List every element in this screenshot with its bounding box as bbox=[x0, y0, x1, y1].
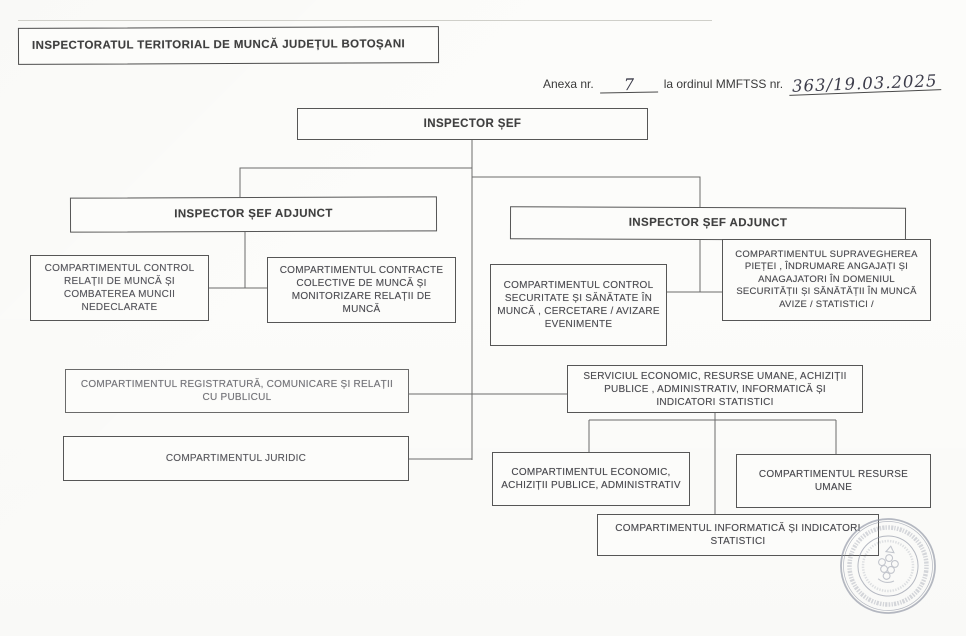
order-number-handwritten: 363/19.03.2025 bbox=[789, 73, 941, 96]
annex-note bbox=[543, 71, 941, 96]
org-node-inspector-sef: INSPECTOR ȘEF bbox=[297, 108, 648, 140]
org-node-supravegherea-pietei: COMPARTIMENTUL SUPRAVEGHEREA PIEȚEI , ÎNDRUMARE ANGAJAȚI ȘI ANAGAJATORI ÎN DOMENIUL SECURITĂȚII ȘI SĂNĂTĂȚII ÎN MUNCĂ AVIZE / STATISTICI / bbox=[722, 239, 931, 321]
org-node-registratura: COMPARTIMENTUL REGISTRATURĂ, COMUNICARE ȘI RELAȚII CU PUBLICUL bbox=[65, 369, 409, 413]
annex-prefix-label: Anexa nr. bbox=[543, 77, 594, 91]
annex-number-handwritten: 7 bbox=[600, 77, 658, 93]
org-node-contracte-colective: COMPARTIMENTUL CONTRACTE COLECTIVE DE MUNCĂ ȘI MONITORIZARE RELAȚII DE MUNCĂ bbox=[267, 257, 456, 323]
org-node-resurse-umane: COMPARTIMENTUL RESURSE UMANE bbox=[736, 454, 931, 508]
org-node-inspector-sef-adjunct-right: INSPECTOR ȘEF ADJUNCT bbox=[510, 206, 906, 240]
org-node-juridic: COMPARTIMENTUL JURIDIC bbox=[63, 436, 409, 481]
org-node-serviciul-economic: SERVICIUL ECONOMIC, RESURSE UMANE, ACHIZIȚII PUBLICE , ADMINISTRATIV, INFORMATICĂ ȘI INDICATORI STATISTICI bbox=[567, 365, 863, 413]
org-node-economic-achizitii: COMPARTIMENTUL ECONOMIC, ACHIZIȚII PUBLICE, ADMINISTRATIV bbox=[492, 452, 690, 506]
document-title: INSPECTORATUL TERITORIAL DE MUNCĂ JUDEȚUL BOTOȘANI bbox=[18, 26, 439, 65]
org-node-control-securitate: COMPARTIMENTUL CONTROL SECURITATE ȘI SĂNĂTATE ÎN MUNCĂ , CERCETARE / AVIZARE EVENIMENTE bbox=[490, 264, 667, 346]
org-node-control-relatii-munca: COMPARTIMENTUL CONTROL RELAȚII DE MUNCĂ ȘI COMBATEREA MUNCII NEDECLARATE bbox=[30, 255, 209, 321]
org-node-informatica-statistici: COMPARTIMENTUL INFORMATICĂ ȘI INDICATORI STATISTICI bbox=[597, 514, 879, 556]
official-round-stamp-icon bbox=[820, 498, 956, 634]
annex-middle-label: la ordinul MMFTSS nr. bbox=[663, 77, 784, 91]
org-node-inspector-sef-adjunct-left: INSPECTOR ȘEF ADJUNCT bbox=[70, 196, 437, 232]
